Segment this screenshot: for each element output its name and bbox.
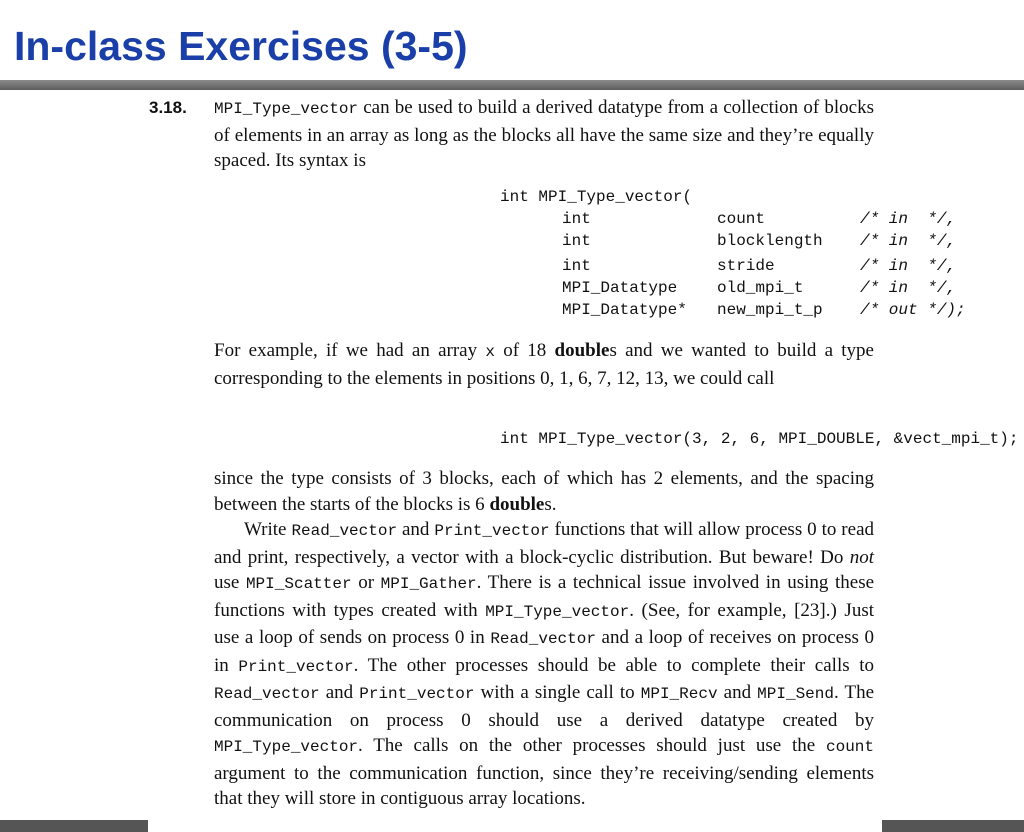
task-text: with a single call to — [474, 682, 641, 703]
param-name: stride — [717, 257, 775, 275]
explanation-text: since the type consists of 3 blocks, each of which has 2 elements, and the spacing between the starts of the blocks is 6 — [214, 468, 874, 515]
param-type: MPI_Datatype* — [562, 301, 687, 319]
example-text: of 18 — [494, 340, 555, 361]
func-name: MPI_Type_vector — [214, 100, 359, 118]
code-mpi-recv: MPI_Recv — [640, 685, 718, 703]
footer-bar-right — [882, 820, 1024, 832]
param-comment: /* in */, — [860, 257, 957, 275]
param-row — [562, 299, 1002, 321]
call-line: int MPI_Type_vector(3, 2, 6, MPI_DOUBLE, &vect_mpi_t); — [500, 430, 1019, 448]
task-text: functions that will allow process 0 to read and print, respectively, a vector with a block-cyclic distribution. But beware! Do — [214, 519, 874, 568]
intro-paragraph — [214, 95, 874, 174]
task-text: or — [351, 572, 381, 593]
param-comment: /* in */, — [860, 279, 957, 297]
code-mpi-type-vector: MPI_Type_vector — [485, 602, 630, 621]
title-divider — [0, 80, 1024, 90]
task-text: and — [717, 682, 758, 703]
param-type: int — [562, 257, 591, 275]
task-text: and a loop of receives on process 0 in — [214, 627, 874, 676]
code-mpi-gather: MPI_Gather — [380, 575, 477, 593]
task-text: . (See, for example, [23].) Just use a loop of sends on process 0 in — [214, 599, 874, 648]
signature-head: int MPI_Type_vector( — [500, 188, 693, 206]
param-type: MPI_Datatype — [562, 279, 678, 297]
code-print-vector: Print_vector — [434, 522, 550, 540]
footer-bar-left — [0, 820, 148, 832]
task-text: . There is a technical issue involved in using these functions with types created with — [214, 572, 875, 621]
code-read-vector: Read_vector — [214, 685, 320, 703]
param-comment: /* out */); — [860, 301, 966, 319]
explanation-paragraph — [214, 466, 874, 517]
emphasis-not: not — [849, 546, 874, 568]
param-row — [562, 277, 1002, 299]
param-name: count — [717, 210, 766, 228]
code-mpi-type-vector: MPI_Type_vector — [214, 738, 359, 756]
param-type: int — [562, 210, 591, 228]
code-print-vector: Print_vector — [359, 685, 475, 703]
explanation-text: s. — [544, 493, 557, 515]
param-row — [562, 208, 1002, 230]
example-text: For example, if we had an array — [214, 340, 486, 361]
param-comment: /* in */, — [860, 232, 957, 250]
task-text: . The communication on process 0 should use a derived datatype created by — [214, 682, 875, 731]
slide-title: In-class Exercises (3-5) — [14, 23, 468, 69]
task-text: and — [397, 519, 435, 540]
task-text: use — [214, 572, 246, 593]
code-print-vector: Print_vector — [238, 657, 354, 676]
task-text: argument to the communication function, since they’re receiving/sending elements that they will store in contiguous array locations. — [214, 762, 874, 809]
param-name: old_mpi_t — [717, 279, 804, 297]
task-text: and — [319, 682, 360, 703]
param-name: blocklength — [717, 232, 823, 250]
code-count: count — [825, 738, 874, 756]
param-name: new_mpi_t_p — [717, 301, 823, 319]
exercise-number: 3.18. — [149, 98, 187, 117]
example-text: s and we wanted to build a type corresponding to the elements in positions 0, 1, 6, 7, 12, 13, we could call — [214, 340, 874, 389]
param-type: int — [562, 232, 591, 250]
param-row — [562, 255, 1002, 277]
task-text: Write — [244, 519, 292, 540]
code-read-vector: Read_vector — [490, 630, 596, 648]
code-mpi-send: MPI_Send — [757, 685, 834, 703]
task-text: . The calls on the other processes should just use the — [358, 735, 826, 756]
example-paragraph — [214, 338, 874, 391]
param-comment: /* in */, — [860, 210, 957, 228]
param-row — [562, 230, 1002, 252]
task-paragraph — [214, 517, 874, 812]
code-mpi-scatter: MPI_Scatter — [245, 575, 352, 593]
array-var: x — [485, 343, 495, 361]
task-text: . The other processes should be able to complete their calls to — [353, 654, 874, 676]
code-read-vector: Read_vector — [291, 522, 398, 540]
double-keyword: double — [489, 493, 545, 515]
intro-text: can be used to build a derived datatype from a collection of blocks of elements in an array as long as the blocks all have the same size and they’re equally spaced. Its syntax is — [214, 97, 874, 171]
double-keyword: double — [554, 340, 610, 361]
